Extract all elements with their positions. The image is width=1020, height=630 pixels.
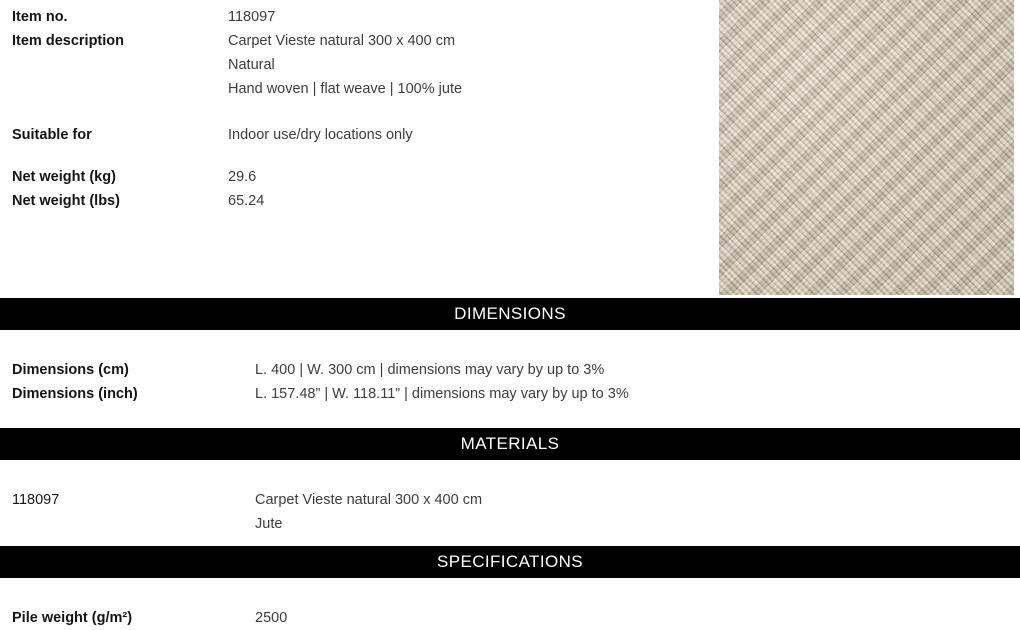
section-body-specifications (0, 578, 1020, 630)
value-line: 118097 (228, 9, 276, 25)
value-line: 29.6 (228, 169, 257, 185)
attribute-value-net-weight-kg (228, 165, 256, 189)
attribute-value-suitable-for (228, 123, 413, 147)
spacer (0, 588, 1020, 606)
spacer (0, 101, 700, 123)
section-body-materials (0, 460, 1020, 546)
spacer (0, 536, 1020, 546)
spacer (0, 470, 1020, 488)
table-row (0, 606, 1020, 630)
table-row (0, 29, 700, 101)
spacer (0, 340, 1020, 358)
dimension-label-cm: Dimensions (cm) (12, 362, 129, 378)
product-summary-block (0, 0, 1020, 298)
attribute-value-item-no (228, 5, 275, 29)
table-row (0, 382, 1020, 406)
attribute-label-net-weight-lbs: Net weight (lbs) (12, 193, 120, 209)
attribute-label-net-weight-kg: Net weight (kg) (12, 169, 116, 185)
section-body-dimensions (0, 330, 1020, 428)
specification-value-pile-weight: 2500 (255, 610, 288, 626)
attribute-label-item-no: Item no. (12, 9, 68, 25)
dimension-value-inch: L. 157.48” | W. 118.11” | dimensions may vary by up to 3% (255, 386, 629, 402)
attribute-value-net-weight-lbs (228, 189, 264, 213)
table-row (0, 189, 700, 213)
table-row (0, 165, 700, 189)
table-row (0, 123, 700, 147)
section-header-dimensions: DIMENSIONS (0, 298, 1020, 330)
value-line: Indoor use/dry locations only (228, 127, 413, 143)
table-row (0, 488, 1020, 536)
product-attributes-table (0, 0, 700, 213)
value-line: Hand woven | flat weave | 100% jute (228, 81, 463, 97)
dimension-label-inch: Dimensions (inch) (12, 386, 138, 402)
spacer (0, 147, 700, 165)
attribute-label-suitable-for: Suitable for (12, 127, 92, 143)
attribute-value-item-description (228, 29, 462, 101)
value-line: Carpet Vieste natural 300 x 400 cm (255, 492, 483, 508)
material-item-no: 118097 (12, 492, 60, 508)
value-line: Jute (255, 516, 283, 532)
material-description (255, 488, 482, 536)
table-row (0, 358, 1020, 382)
section-header-materials: MATERIALS (0, 428, 1020, 460)
specification-label-pile-weight: Pile weight (g/m²) (12, 610, 133, 626)
spacer (0, 406, 1020, 428)
value-line: Natural (228, 57, 275, 73)
product-image (719, 0, 1014, 295)
attribute-label-item-description: Item description (12, 33, 124, 49)
value-line: 65.24 (228, 193, 265, 209)
table-row (0, 5, 700, 29)
value-line: Carpet Vieste natural 300 x 400 cm (228, 33, 456, 49)
section-header-specifications: SPECIFICATIONS (0, 546, 1020, 578)
dimension-value-cm: L. 400 | W. 300 cm | dimensions may vary by up to 3% (255, 362, 605, 378)
